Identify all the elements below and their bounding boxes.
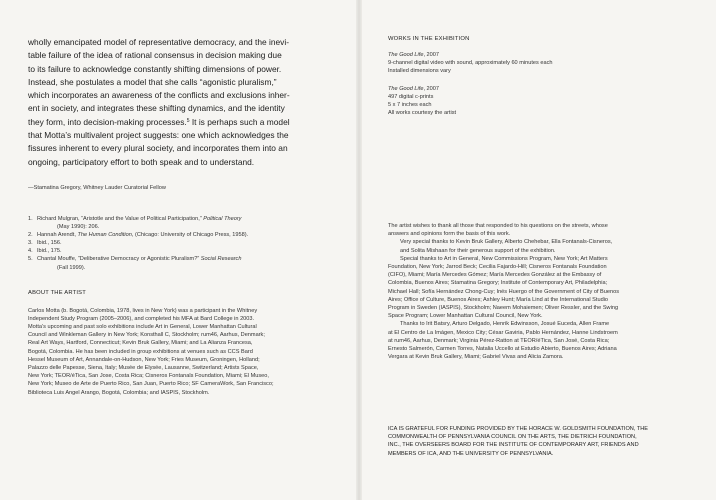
ack-line: Michael Hall; Sofía Hernández Chong-Cuy; Inés Huergo of the Government of City of Buenos	[388, 288, 620, 295]
essay-line: to its failure to acknowledge constantly shifting dimensions of power.	[28, 63, 282, 74]
bio-line: Real Art Ways, Hartford, Connecticut; Kevin Bruk Gallery, Miami; and La Alianza Francesa,	[28, 340, 253, 347]
footnote-number: 3.	[28, 240, 33, 247]
ack-line: Vergara at Kevin Bruk Gallery, Miami; Gabriel Vivas and Alicia Zamora.	[388, 354, 564, 361]
footnote-source-title: Political Theory	[203, 215, 242, 222]
funding-statement	[388, 425, 693, 458]
right-page	[388, 36, 693, 117]
work-title-line	[388, 51, 693, 59]
about-artist-heading: ABOUT THE ARTIST	[28, 289, 86, 296]
ack-line: Space Program; Lower Manhattan Cultural Council, New York.	[388, 313, 543, 320]
ack-line: Aires; Office of Culture, Buenos Aires; Ashley Hunt; María Lind at the International Studio	[388, 296, 609, 303]
footnote-ref: 5	[186, 117, 190, 124]
footnote-number: 5.	[28, 256, 33, 263]
footnote-number: 1.	[28, 215, 33, 222]
essay-line: that Motta’s multivalent project suggests: one which acknowledges the	[28, 130, 289, 141]
essay-line: which incorporates an awareness of the conflicts and exclusions inher-	[28, 90, 290, 101]
footnote-text: Ibid., 156.	[37, 240, 62, 247]
ack-line: Program in Sweden (IASPIS), Stockholm; Naeem Mohaiemen; Oliver Ressler, and the Swing	[388, 305, 619, 312]
book-gutter	[356, 0, 362, 500]
footnote-item	[28, 255, 343, 271]
essay-line: Instead, she postulates a model that she calls “agonistic pluralism,”	[28, 76, 277, 87]
footnote-text: Hannah Arendt,	[37, 232, 78, 239]
ack-line: Foundation, New York; Jarrod Beck; Cecilia Fajardo-Hill; Cisneros Fontanals Foundation	[388, 264, 607, 271]
work-detail: 5 x 7 inches each	[388, 102, 432, 109]
bio-line: New York; TEOR/éTica, San Jose, Costa Rica; Cisneros Fontanals Foundation, Miami; El Museo,	[28, 373, 269, 380]
footnote-text: Ibid., 175.	[37, 248, 62, 255]
footnote-number: 2.	[28, 232, 33, 239]
bio-line: New York; Museo de Arte de Puerto Rico, San Juan, Puerto Rico; SF CameraWork, San Francisco;	[28, 381, 274, 388]
work-title: The Good Life	[388, 85, 424, 92]
courtesy-line: All works courtesy the artist	[388, 110, 457, 117]
ack-line: and Solita Mishaan for their generous support of the exhibition.	[400, 247, 556, 254]
work-year: , 2007	[423, 85, 440, 92]
footnote-text: Chantal Mouffe, “Deliberative Democracy or Agonistic Pluralism?”	[37, 256, 201, 263]
bio-line: Motta’s upcoming and past solo exhibitions include Art in General, Lower Manhattan Cultural	[28, 324, 257, 331]
ack-line: Very special thanks to Kevin Bruk Gallery, Alberto Chehebar, Ella Fontanals-Cisneros,	[400, 239, 613, 246]
footnote-text: , (Chicago: University of Chicago Press, 1958).	[131, 232, 249, 239]
essay-line-part: It is perhaps such a model	[189, 116, 290, 127]
work-title-line	[388, 85, 693, 93]
footnote-source-title: Social Research	[200, 256, 242, 263]
ack-line: The artist wishes to thank all those that responded to his questions on the streets, whose	[388, 223, 608, 229]
works-heading: WORKS IN THE EXHIBITION	[388, 36, 470, 42]
footnote-text: Richard Mulgran, “Aristotle and the Value of Political Participation,”	[37, 215, 204, 222]
ack-line: at El Centro de La Imágen, Mexico City; César Gaviria, Pablo Hernández, Hanne Lindstroem	[388, 329, 618, 336]
essay-line-part: they form, into decision-making processes.	[28, 116, 187, 127]
ack-line: (CIFO), Miami; María Mercedes Gómez; María Mercedes González at the Embassy of	[388, 272, 602, 279]
essay-signature: —Stamatina Gregory, Whitney Lauder Curatorial Fellow	[28, 184, 166, 191]
essay-line: table failure of the idea of rational consensus in decision making due	[28, 50, 282, 61]
essay-line: ongoing, participatory effort to both speak and to understand.	[28, 156, 255, 167]
ack-line: Ernesto Salmerón, Carmen Torres, Natalia Uccello at Estudio Abierto, Buenos Aires; Adriana	[388, 346, 617, 353]
work-title: The Good Life	[388, 52, 424, 58]
essay-line: wholly emancipated model of representative democracy, and the inevi-	[28, 37, 290, 47]
essay-line: fissures inherent to every plural society, and incorporates them into an	[28, 143, 288, 154]
footnote-number: 4.	[28, 248, 33, 255]
funding-line: MEMBERS OF ICA, AND THE UNIVERSITY OF PENNSYLVANIA.	[388, 450, 554, 457]
footnote-item	[28, 247, 343, 255]
footnote-item	[28, 231, 343, 239]
funding-line: INC., THE OVERSEERS BOARD FOR THE INSTITUTE OF CONTEMPORARY ART, FRIENDS AND	[388, 442, 639, 449]
artist-bio	[28, 307, 343, 397]
work-year: , 2007	[423, 52, 440, 58]
funding-line: COMMONWEALTH OF PENNSYLVANIA COUNCIL ON THE ARTS, THE DIETRICH FOUNDATION,	[388, 434, 637, 441]
ack-line: at rum46, Aarhus, Denmark; Virginia Pérez-Ratton at TEOR/éTica, San José, Costa Rica;	[388, 337, 610, 344]
bio-line: Bogotá, Colombia. He has been included in group exhibitions at venues such as CCS Bard	[28, 348, 253, 355]
ack-line: answers and opinions form the basis of this work.	[388, 231, 511, 238]
footnote-item	[28, 239, 343, 247]
work-detail: Installed dimensions vary	[388, 68, 451, 75]
footnote-item	[28, 215, 343, 231]
bio-line: Council and Winkleman Gallery in New York; Konsthall C, Stockholm; rum46, Aarhus, Denmark;	[28, 332, 265, 339]
essay-line: ent in society, and integrates these shifting dynamics, and the identity	[28, 103, 285, 114]
work-detail: 497 digital c-prints	[388, 93, 434, 100]
bio-line: Hessel Museum of Art, Annandale-on-Hudson, New York; Fries Museum, Groningen, Holland;	[28, 356, 260, 363]
essay-line	[28, 116, 343, 129]
footnote-source-title: The Human Condition	[77, 232, 132, 239]
essay-paragraph	[28, 36, 343, 169]
bio-line: Biblioteca Luis Angel Arango, Bogotá, Colombia; and IASPIS, Stockholm.	[28, 389, 210, 396]
work-detail: 9-channel digital video with sound, approximately 60 minutes each	[388, 60, 553, 67]
funding-line: ICA IS GRATEFUL FOR FUNDING PROVIDED BY THE HORACE W. GOLDSMITH FOUNDATION, THE	[388, 426, 649, 432]
work-entry	[388, 85, 693, 110]
ack-line: Thanks to Irit Batsry, Arturo Delgado, Henrik Edwinsson, Josué Euceda, Allen Frame	[400, 321, 610, 328]
work-entry	[388, 51, 693, 76]
acknowledgements	[388, 222, 693, 361]
footnote-continuation: (May 1990): 206.	[57, 224, 100, 231]
bio-line: Independent Study Program (2005–2006), and completed his MFA at Bard College in 2003.	[28, 315, 255, 322]
ack-line: Colombia, Buenos Aires; Stamatina Gregory; Institute of Contemporary Art, Philadelphia;	[388, 280, 608, 287]
footnote-continuation: (Fall 1999).	[57, 264, 86, 271]
ack-line: Special thanks to Art in General, New Commissions Program, New York; Art Matters	[400, 255, 608, 262]
bio-line: Palazzo delle Papesse, Siena, Italy; Musée de Elysée, Lausanne, Switzerland; Artists Space,	[28, 365, 259, 372]
bio-line: Carlos Motta (b. Bogotá, Colombia, 1978, lives in New York) was a participant in the Whitney	[28, 307, 258, 314]
left-page	[28, 36, 343, 397]
footnotes	[28, 215, 343, 272]
